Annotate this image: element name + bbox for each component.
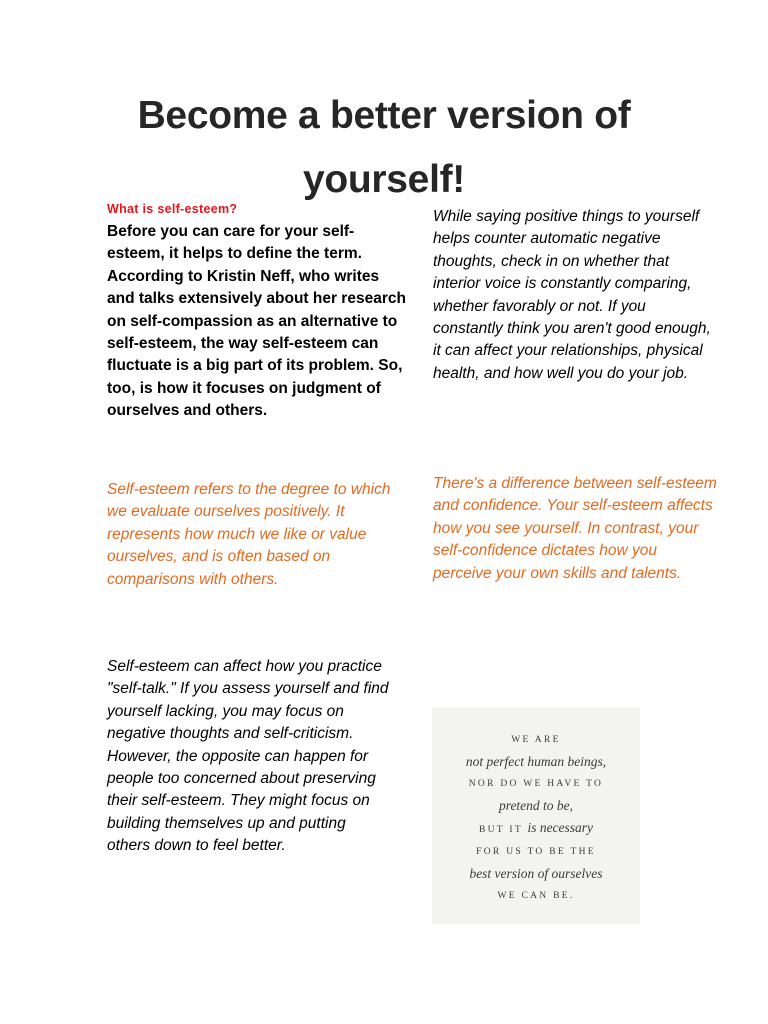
- positive-things-paragraph: While saying positive things to yourself helps counter automatic negative thoughts, check in on whether that interior voice is constantly comparing, whether favorably or not. If you constantly think you aren't good enough, it can affect your relationships, physical health, and how well you do your job.: [433, 208, 711, 382]
- definition-paragraph: Self-esteem refers to the degree to which we evaluate ourselves positively. It represents how much we like or value ourselves, and is often based on comparisons with others.: [107, 481, 391, 588]
- quote-line-2: not perfect human beings,: [465, 754, 607, 769]
- section-label: What is self-esteem?: [107, 202, 238, 216]
- self-talk-paragraph: Self-esteem can affect how you practice "self-talk." If you assess yourself and find yourself lacking, you may focus on negative thoughts and self-criticism. However, the opposite can happen for people too concerned about preserving their self-esteem. They might focus on building themselves up and putting others down to feel better.: [107, 658, 389, 855]
- quote-image: [432, 707, 640, 924]
- quote-line-1: WE ARE: [511, 735, 561, 745]
- page-title: Become a better version of yourself!: [137, 94, 631, 201]
- quote-line-3: NOR DO WE HAVE TO: [468, 779, 604, 789]
- intro-paragraph: Before you can care for your self-esteem, it helps to define the term. According to Kristin Neff, who writes and talks extensively about her research on self-compassion as an alternative to self-esteem, the way self-esteem can fluctuate is a big part of its problem. So, too, is how it focuses on judgment of ourselves and others.: [107, 223, 406, 420]
- quote-line-5: BUT IT is necessary: [478, 820, 594, 835]
- quote-line-7: best version of ourselves: [469, 866, 603, 881]
- quote-line-4: pretend to be,: [498, 798, 574, 813]
- quote-line-6: FOR US TO BE THE: [476, 847, 596, 857]
- quote-line-8: WE CAN BE.: [497, 891, 575, 901]
- difference-paragraph: There's a difference between self-esteem and confidence. Your self-esteem affects how you see yourself. In contrast, your self-confidence dictates how you perceive your own skills and talents.: [433, 475, 717, 582]
